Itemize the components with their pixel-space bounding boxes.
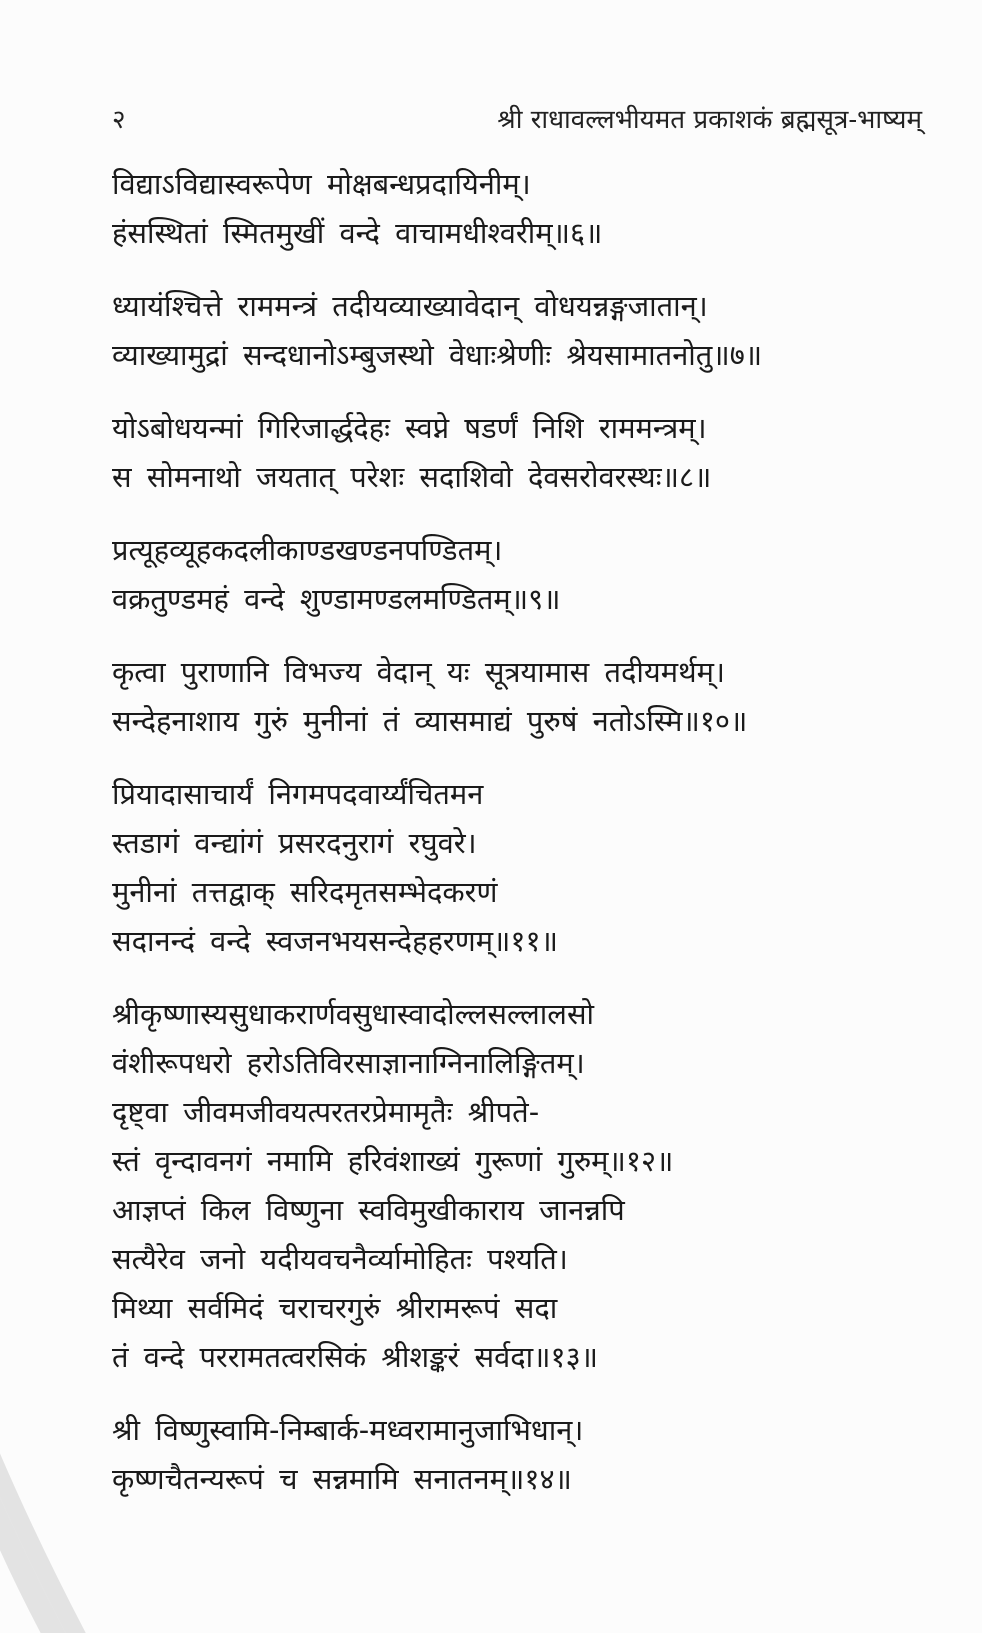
verse-line: वंशीरूपधरो हरोऽतिविरसाज्ञानाग्निनालिङ्गितम्।	[112, 1046, 585, 1080]
running-title: श्री राधावल्लभीयमत प्रकाशकं ब्रह्मसूत्र-भाष्यम्	[497, 105, 922, 135]
verse-stanza	[112, 282, 902, 380]
verse-line: स्तडागं वन्द्यांगं प्रसरदनुरागं रघुवरे।	[112, 826, 477, 860]
verse-stanza	[112, 1406, 902, 1504]
verse-line: मुनीनां तत्तद्वाक् सरिदमृतसम्भेदकरणं	[112, 875, 498, 909]
verse-line: विद्याऽविद्यास्वरूपेण मोक्षबन्धप्रदायिनीम्।	[112, 167, 531, 201]
verse-stanza	[112, 990, 902, 1382]
verse-line: सत्यैरेव जनो यदीयवचनैर्व्यामोहितः पश्यति।	[112, 1242, 568, 1276]
verse-line: मिथ्या सर्वमिदं चराचरगुरुं श्रीरामरूपं सदा	[112, 1291, 558, 1325]
verse-list	[112, 160, 902, 1528]
verse-line: तं वन्दे पररामतत्वरसिकं श्रीशङ्करं सर्वदा॥१३॥	[112, 1340, 599, 1374]
verse-stanza	[112, 770, 902, 966]
page-number: २	[112, 105, 126, 135]
verse-stanza	[112, 160, 902, 258]
verse-line: स्तं वृन्दावनगं नमामि हरिवंशाख्यं गुरूणां गुरुम्॥१२॥	[112, 1144, 674, 1178]
verse-line: सदानन्दं वन्दे स्वजनभयसन्देहहरणम्॥११॥	[112, 924, 558, 958]
verse-line: व्याख्यामुद्रां सन्दधानोऽम्बुजस्थो वेधाःश्रेणीः श्रेयसामातनोतु॥७॥	[112, 338, 763, 372]
verse-stanza	[112, 648, 902, 746]
verse-stanza	[112, 526, 902, 624]
page-header	[112, 100, 922, 140]
verse-line: सन्देहनाशाय गुरुं मुनीनां तं व्यासमाद्यं पुरुषं नतोऽस्मि॥१०॥	[112, 704, 748, 738]
verse-line: योऽबोधयन्मां गिरिजार्द्धदेहः स्वप्ने षडर्णं निशि राममन्त्रम्।	[112, 411, 707, 445]
verse-line: स सोमनाथो जयतात् परेशः सदाशिवो देवसरोवरस्थः॥८॥	[112, 460, 712, 494]
verse-line: आज्ञप्तं किल विष्णुना स्वविमुखीकाराय जानन्नपि	[112, 1193, 625, 1227]
verse-line: प्रत्यूहव्यूहकदलीकाण्डखण्डनपण्डितम्।	[112, 533, 503, 567]
verse-line: प्रियादासाचार्यं निगमपदवार्य्यंचितमन	[112, 777, 484, 811]
verse-line: कृष्णचैतन्यरूपं च सन्नमामि सनातनम्॥१४॥	[112, 1462, 572, 1496]
verse-line: श्री विष्णुस्वामि-निम्बार्क-मध्वरामानुजाभिधान्।	[112, 1413, 584, 1447]
verse-stanza	[112, 404, 902, 502]
verse-line: वक्रतुण्डमहं वन्दे शुण्डामण्डलमण्डितम्॥९॥	[112, 582, 561, 616]
page-curl-shadow	[0, 1340, 110, 1633]
verse-line: श्रीकृष्णास्यसुधाकरार्णवसुधास्वादोल्लसल्लालसो	[112, 997, 595, 1031]
verse-line: दृष्ट्वा जीवमजीवयत्परतरप्रेमामृतैः श्रीपते-	[112, 1095, 540, 1129]
verse-line: ध्यायंश्चित्ते राममन्त्रं तदीयव्याख्यावेदान् वोधयन्नङ्गजातान्।	[112, 289, 708, 323]
verse-line: कृत्वा पुराणानि विभज्य वेदान् यः सूत्रयामास तदीयमर्थम्।	[112, 655, 725, 689]
verse-line: हंसस्थितां स्मितमुखीं वन्दे वाचामधीश्वरीम्॥६॥	[112, 216, 603, 250]
